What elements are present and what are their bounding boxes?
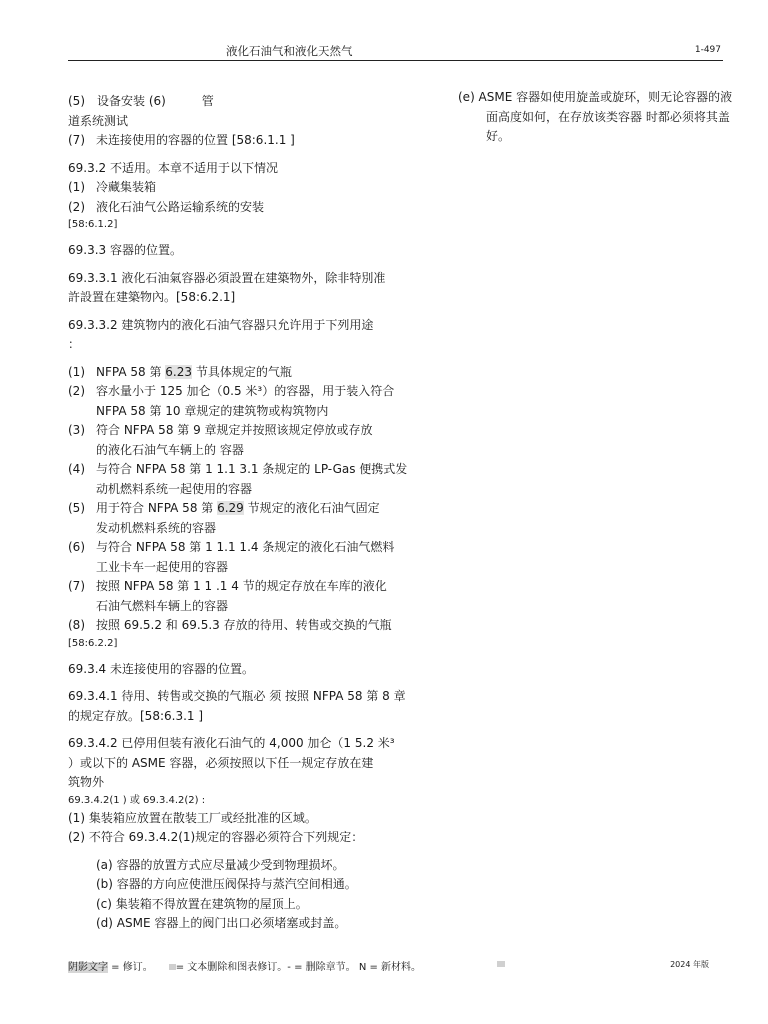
section-69-3-4: 69.3.4 未连接使用的容器的位置。 (68, 661, 254, 676)
revision-highlight: 6.23 (165, 364, 192, 379)
list-item: (6) 与符合 NFPA 58 第 1 1.1 1.4 条规定的液化石油气燃料 (68, 540, 395, 554)
list-item: (2) 液化石油气公路运输系统的安装 (68, 199, 265, 214)
list-item-cont: 工业卡车一起使用的容器 (96, 559, 229, 574)
list-item: (3) 符合 NFPA 58 第 9 章规定并按照该规定停放或存放 (68, 423, 373, 437)
shaded-text-sample: 阴影文字 (68, 962, 108, 973)
sub-list-item: (a) 容器的放置方式应尽量减少受到物理损坏。 (96, 857, 345, 872)
reference: [58:6.1.2] (68, 219, 118, 230)
list-item: (1) 冷藏集装箱 (68, 180, 157, 194)
list-item-cont: 石油气燃料车辆上的容器 (96, 598, 229, 613)
section-69-3-4-2-cont: 筑物外 (68, 775, 105, 789)
page-footer (68, 958, 723, 972)
list-item-cont: 的液化石油气车辆上的 容器 (96, 442, 244, 457)
square-icon (497, 961, 505, 967)
left-column (68, 92, 408, 934)
header-title: 液化石油气和液化天然气 (226, 44, 353, 58)
section-69-3-4-1-cont: 的规定存放。[58:6.3.1 ] (68, 708, 204, 723)
list-item: (4) 与符合 NFPA 58 第 1 1.1 3.1 条规定的 LP-Gas 便携式发 (68, 462, 408, 476)
list-line: (5) 设备安装 (6) 管 (68, 94, 214, 108)
list-item: (7) 未连接使用的容器的位置 [58:6.1.1 ] (68, 133, 295, 147)
reference: [58:6.2.2] (68, 637, 118, 649)
sub-list-item: (e) ASME 容器如使用旋盖或旋环，则无论容器的液面高度如何，在存放该类容器 时都必须将其盖好。 (458, 90, 733, 143)
sub-list-item: (b) 容器的方向应使泄压阀保持与蒸汽空间相通。 (96, 877, 357, 891)
list-item-cont: 动机燃料系统一起使用的容器 (96, 481, 253, 496)
delta-icon (169, 964, 176, 970)
section-69-3-3: 69.3.3 容器的位置。 (68, 243, 182, 257)
list-item: (7) 按照 NFPA 58 第 1 1 .1 4 节的规定存放在车库的液化 (68, 579, 387, 593)
revision-legend: 阴影文字 = 修订。 = 文本删除和图表修订。- = 删除章节。 N = 新材料。 (68, 962, 422, 973)
section-69-3-3-1-cont: 許設置在建築物內。[58:6.2.1] (68, 290, 236, 304)
list-item: (1) 集装箱应放置在散装工厂或经批准的区域。 (68, 810, 317, 825)
sub-list-item: (c) 集装箱不得放置在建筑物的屋顶上。 (96, 896, 308, 911)
list-item: (5) 用于符合 NFPA 58 第 6.29 节规定的液化石油气固定 (68, 501, 380, 515)
list-item-cont: 发动机燃料系统的容器 (96, 520, 217, 535)
page-header (68, 42, 723, 61)
section-69-3-4-2-cont: ）或以下的 ASME 容器，必须按照以下任一规定存放在建 (68, 755, 374, 770)
list-line: 道系统测试 (68, 113, 129, 128)
section-69-3-3-2: 69.3.3.2 建筑物内的液化石油气容器只允许用于下列用途 (68, 317, 374, 332)
list-item-cont: NFPA 58 第 10 章规定的建筑物或构筑物内 (96, 403, 329, 418)
list-item: (8) 按照 69.5.2 和 69.5.3 存放的待用、转售或交换的气瓶 (68, 618, 392, 632)
revision-highlight: 6.29 (217, 501, 244, 515)
edition-label: 2024 年版 (670, 960, 709, 969)
section-69-3-4-2-refs: 69.3.4.2(1 ) 或 69.3.4.2(2) : (68, 794, 206, 806)
page-number: 1-497 (694, 45, 721, 55)
section-69-3-4-1: 69.3.4.1 待用、转售或交换的气瓶必 须 按照 NFPA 58 第 8 章 (68, 689, 406, 703)
section-69-3-2: 69.3.2 不适用。本章不适用于以下情况 (68, 160, 278, 175)
section-69-3-3-1: 69.3.3.1 液化石油氣容器必須設置在建築物外，除非特別准 (68, 270, 386, 285)
right-column (458, 88, 738, 147)
list-item: (2) 不符合 69.3.4.2(1)规定的容器必须符合下列规定： (68, 830, 364, 844)
sub-list-item: (d) ASME 容器上的阀门出口必须堵塞或封盖。 (96, 916, 347, 930)
list-item: (2) 容水量小于 125 加仑（0.5 米³）的容器，用于装入符合 (68, 384, 395, 398)
list-item: (1) NFPA 58 第 6.23 节具体规定的气瓶 (68, 364, 292, 379)
section-69-3-4-2: 69.3.4.2 已停用但装有液化石油气的 4,000 加仑（1 5.2 米³ (68, 736, 395, 750)
section-69-3-3-2-cont: ： (68, 337, 81, 351)
